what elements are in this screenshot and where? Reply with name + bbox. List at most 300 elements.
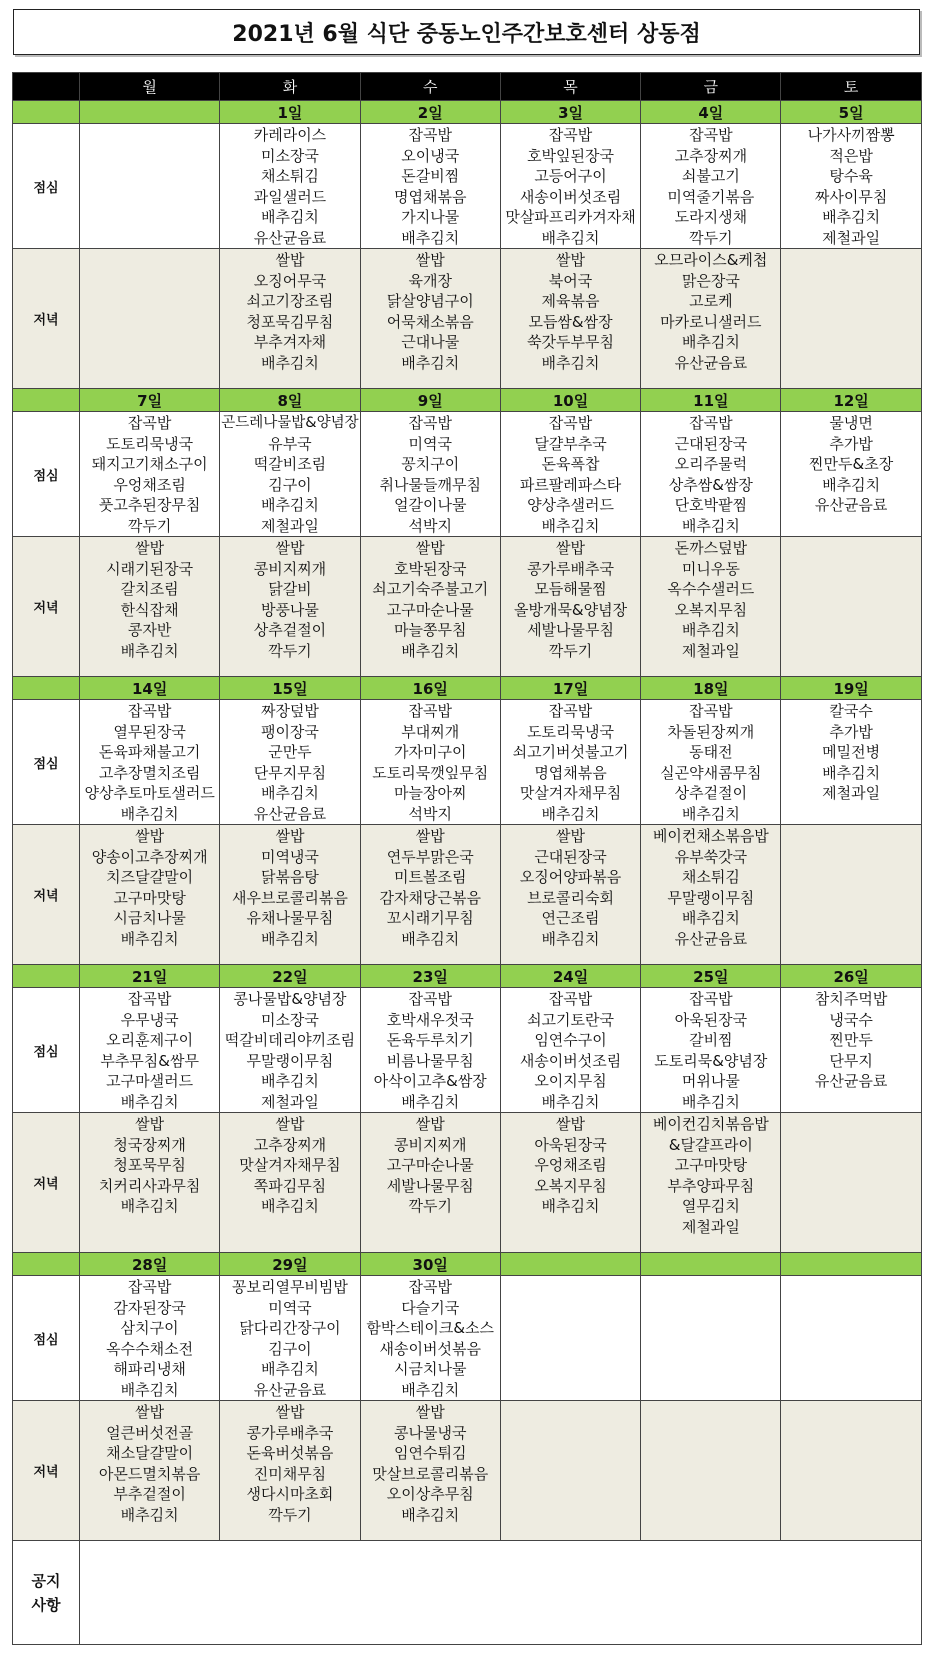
meal-plan-table [12,72,922,1645]
menu-item: 군만두 [268,743,312,761]
menu-item-list [361,825,500,949]
menu-item: 돈육파채불고기 [98,743,201,761]
menu-item-list [220,1276,359,1400]
menu-item-list [361,1113,500,1217]
date-cell-mon: 21일 [80,965,220,988]
menu-item: 쌀밥 [415,827,445,845]
menu-item: 가자미구이 [394,743,467,761]
dinner-row [13,537,922,677]
menu-item: 오복지무침 [534,1176,607,1195]
menu-item: 배추김치 [681,621,740,639]
menu-item: 배추김치 [260,353,319,372]
menu-item: 깍두기 [408,1197,452,1215]
menu-item: 맛살파프리카겨자채 [505,208,636,226]
menu-item: 잡곡밥 [548,702,593,720]
dinner-menu-cell-wed [360,1401,500,1541]
menu-item: 시래기된장국 [106,559,194,578]
menu-item: 배추김치 [120,1505,179,1524]
menu-item: 청포묵무침 [113,1156,186,1174]
dinner-menu-cell-thu [500,1401,640,1541]
menu-item: 유산균음료 [253,228,327,247]
menu-item: 쌀밥 [275,1403,305,1421]
menu-item-list [220,1401,359,1525]
date-cell-wed: 30일 [360,1253,500,1276]
lunch-menu-cell-mon [80,988,220,1113]
menu-item-list [361,412,500,536]
menu-item: 배추김치 [260,1197,319,1215]
menu-item-list [641,124,780,248]
menu-item: 돼지고기채소구이 [91,455,208,473]
menu-item: 브로콜리숙회 [527,888,615,907]
menu-item-list [361,1401,500,1525]
dinner-row [13,1113,922,1253]
menu-item: 마카로니샐러드 [660,312,762,331]
menu-item: 우엉채조림 [113,475,186,494]
menu-item: 잡곡밥 [127,414,172,432]
menu-item: 배추김치 [541,1092,600,1111]
lunch-menu-cell-sat [781,412,921,537]
menu-item: 깍두기 [268,1505,312,1524]
menu-item: 미니우동 [681,559,740,578]
menu-item: 석박지 [408,516,452,535]
menu-item: 깍두기 [689,228,733,247]
lunch-menu-cell-fri [641,412,781,537]
menu-item: 옥수수샐러드 [667,580,755,598]
menu-item: 유산균음료 [674,929,748,948]
menu-item: 추가밥 [829,434,873,453]
menu-item: 배추김치 [681,804,740,823]
menu-item: 도라지생채 [674,208,748,226]
menu-item: 무말랭이무침 [246,1051,334,1070]
date-row-spacer [13,389,80,412]
menu-item: 얼큰버섯전골 [106,1423,194,1442]
menu-item: 베이컨채소볶음밥 [652,827,769,845]
menu-item: 배추김치 [541,516,600,535]
lunch-menu-cell-wed [360,412,500,537]
lunch-menu-cell-tue [220,124,360,249]
menu-item: 잡곡밥 [408,702,452,720]
menu-item-list [361,249,500,373]
menu-item: 근대나물 [401,333,460,351]
menu-item: 잡곡밥 [127,702,172,720]
menu-item: 제육볶음 [541,292,600,310]
menu-item: 콩가루배추국 [527,559,615,578]
menu-item: 카레라이스 [253,126,327,144]
dinner-label: 저녁 [13,1401,80,1541]
menu-item: 유채나물무침 [246,909,334,927]
lunch-menu-cell-wed [360,988,500,1113]
menu-item: 제철과일 [260,1092,319,1111]
menu-item: 아몬드멸치볶음 [98,1464,201,1483]
menu-item: 배추김치 [260,1072,319,1090]
dinner-row [13,825,922,965]
dinner-menu-cell-wed [360,825,500,965]
dinner-menu-cell-tue [220,1401,360,1541]
menu-item: 쌀밥 [415,1115,445,1133]
dinner-menu-cell-mon [80,537,220,677]
notice-content [80,1541,922,1645]
lunch-menu-cell-fri [641,988,781,1113]
dinner-label: 저녁 [13,1113,80,1253]
menu-item: 배추김치 [822,763,881,782]
menu-item-list [781,700,920,804]
menu-item: 동태전 [689,743,733,761]
menu-item-list [781,1113,920,1114]
menu-item: 닭갈비 [268,580,312,598]
menu-item: 베이컨김치볶음밥 [652,1115,769,1133]
weekday-sat: 토 [781,73,921,101]
menu-item-list [220,700,359,824]
lunch-menu-cell-sat [781,124,921,249]
date-cell-tue: 8일 [220,389,360,412]
menu-item: 유부쑥갓국 [674,847,748,866]
menu-item: 꽁보리열무비빔밥 [231,1278,348,1296]
menu-item-list [80,988,219,1112]
menu-item: 근대된장국 [674,434,748,453]
date-row-spacer [13,101,80,124]
lunch-menu-cell-tue [220,1276,360,1401]
lunch-menu-cell-mon [80,700,220,825]
menu-item: 감자채당근볶음 [379,888,481,907]
dinner-menu-cell-tue [220,537,360,677]
menu-item: 쌀밥 [275,827,305,845]
date-cell-fri: 18일 [641,677,781,700]
menu-item: 쌀밥 [415,539,445,557]
menu-item-list [501,988,640,1112]
lunch-menu-cell-fri [641,124,781,249]
menu-item: 메밀전병 [822,743,881,761]
menu-item: 시금치나물 [113,909,186,927]
menu-item-list [80,1276,219,1400]
menu-item: 떡갈비조림 [253,455,327,473]
menu-item: 도토리묵&양념장 [654,1051,768,1070]
menu-item: 상추쌈&쌈장 [668,475,753,494]
date-cell-fri: 11일 [641,389,781,412]
menu-item: 얼갈이나물 [394,496,467,514]
date-row [13,389,922,412]
menu-item: 배추김치 [681,333,740,351]
menu-item: 비름나물무침 [386,1051,474,1070]
menu-item: 해파리냉채 [113,1360,186,1378]
date-row-spacer [13,677,80,700]
lunch-menu-cell-fri [641,1276,781,1401]
menu-item-list [641,1401,780,1402]
menu-item: 고추장찌개 [253,1135,327,1154]
menu-item: 쌀밥 [135,1403,165,1421]
menu-item: 잡곡밥 [127,1278,172,1296]
menu-item: 오므라이스&케첩 [654,251,768,269]
menu-item-list [361,537,500,661]
menu-item: 차돌된장찌개 [667,722,755,741]
menu-item: 맛살브로콜리볶음 [372,1464,489,1483]
menu-item: 잡곡밥 [408,126,452,144]
menu-item: 쇠불고기 [681,167,740,185]
menu-item: 깍두기 [268,641,312,660]
menu-item-list [80,700,219,824]
menu-item: 우무냉국 [120,1010,179,1029]
menu-item: 육개장 [408,271,452,290]
menu-item: 배추김치 [260,496,319,514]
menu-item: 새우브로콜리볶음 [231,888,348,907]
menu-item: 유부국 [268,434,312,453]
menu-item: 고추장멸치조림 [98,763,201,782]
lunch-menu-cell-mon [80,124,220,249]
menu-item: 실곤약새콤무침 [660,763,762,782]
menu-item-list [781,1276,920,1277]
menu-item: 모듬해물찜 [534,580,607,598]
date-cell-mon [80,101,220,124]
menu-item: 명엽채볶음 [534,763,607,782]
menu-item: 배추김치 [260,1360,319,1378]
menu-item: 배추김치 [120,1092,179,1111]
menu-item: 쌀밥 [556,827,586,845]
dinner-menu-cell-sat [781,825,921,965]
menu-item: 깍두기 [548,641,593,660]
menu-item: 연근조림 [541,909,600,927]
menu-item: 상추겉절이 [674,784,748,802]
weekday-thu: 목 [500,73,640,101]
date-cell-sat: 5일 [781,101,921,124]
menu-item-list [501,124,640,248]
menu-item: 채소튀김 [681,868,740,886]
menu-item: 잡곡밥 [548,990,593,1008]
date-cell-sat [781,1253,921,1276]
menu-item: 갈치조림 [120,580,179,598]
menu-item: 배추김치 [120,1197,179,1215]
dinner-menu-cell-fri [641,537,781,677]
date-row [13,965,922,988]
menu-item: 북어국 [548,271,593,290]
menu-item: 어묵채소볶음 [386,312,474,331]
dinner-menu-cell-sat [781,249,921,389]
menu-item: 김구이 [268,1339,312,1358]
dinner-menu-cell-fri [641,1113,781,1253]
menu-item: 부추양파무침 [667,1176,755,1195]
menu-item: 쌀밥 [135,1115,165,1133]
dinner-menu-cell-mon [80,1401,220,1541]
menu-item: 근대된장국 [534,847,607,866]
menu-item-list [361,700,500,824]
dinner-menu-cell-tue [220,1113,360,1253]
menu-item: 진미채무침 [253,1464,327,1483]
menu-item: 쌀밥 [556,539,586,557]
menu-item: 세발나물무침 [527,621,615,639]
lunch-menu-cell-thu [500,700,640,825]
menu-item: 파르팔레파스타 [519,475,622,494]
dinner-menu-cell-mon [80,249,220,389]
menu-item: 단무지 [829,1051,873,1070]
menu-item-list [781,988,920,1092]
menu-item: 고구마맛탕 [113,888,186,907]
menu-item-list [501,249,640,373]
date-cell-wed: 23일 [360,965,500,988]
lunch-row [13,1276,922,1401]
menu-item-list [80,412,219,536]
date-row-spacer [13,1253,80,1276]
menu-item: 도토리묵냉국 [527,722,615,741]
menu-item: 잡곡밥 [548,126,593,144]
dinner-row [13,1401,922,1541]
menu-item: 시금치나물 [394,1360,467,1378]
menu-item: 미역줄기볶음 [667,187,755,206]
lunch-label: 점심 [13,1276,80,1401]
menu-item: 호박된장국 [394,559,467,578]
date-cell-sat: 19일 [781,677,921,700]
date-cell-thu: 24일 [500,965,640,988]
dinner-menu-cell-fri [641,249,781,389]
menu-item: 칼국수 [829,702,873,720]
menu-item-list [781,537,920,538]
menu-item: 상추겉절이 [253,621,327,639]
menu-item: 석박지 [408,804,452,823]
menu-item: 미역국 [408,434,452,453]
menu-item: 닭살양념구이 [386,292,474,310]
menu-item: 우엉채조림 [534,1156,607,1174]
menu-item-list [80,249,219,250]
menu-item: 고구마순나물 [386,1156,474,1174]
menu-item-list [501,700,640,824]
menu-item: 부추겨자채 [253,333,327,351]
dinner-menu-cell-wed [360,249,500,389]
menu-item: 미소장국 [260,1010,319,1029]
lunch-menu-cell-wed [360,124,500,249]
menu-item-list [501,1276,640,1277]
menu-item: 갈비찜 [689,1031,733,1049]
menu-item: 과일샐러드 [253,187,327,206]
lunch-menu-cell-sat [781,700,921,825]
dinner-label: 저녁 [13,825,80,965]
menu-item: 쪽파김무침 [253,1176,327,1195]
menu-item: 잡곡밥 [127,990,172,1008]
menu-item: 미소장국 [260,146,319,165]
menu-item-list [220,249,359,373]
menu-item: 배추김치 [822,208,881,226]
menu-item: 떡갈비데리야끼조림 [224,1031,356,1049]
dinner-menu-cell-thu [500,249,640,389]
dinner-row [13,249,922,389]
menu-item: 채소달걀말이 [106,1444,194,1462]
menu-item: 고구마순나물 [386,600,474,619]
menu-item: 명엽채볶음 [394,187,467,206]
lunch-menu-cell-thu [500,1276,640,1401]
menu-item: 풋고추된장무침 [98,496,201,514]
menu-item: 부추겉절이 [113,1485,186,1503]
dinner-label: 저녁 [13,537,80,677]
menu-item-list [220,1113,359,1217]
menu-item: 쇠고기버섯불고기 [512,743,629,761]
menu-item: 짜장덮밥 [260,702,319,720]
menu-item: 배추김치 [401,641,460,660]
menu-item: 배추김치 [120,641,179,660]
menu-item-list [80,537,219,661]
menu-item: 오리훈제구이 [106,1031,194,1049]
menu-item: 호박잎된장국 [527,146,615,165]
lunch-menu-cell-mon [80,1276,220,1401]
menu-item: 열무김치 [681,1197,740,1215]
date-cell-wed: 9일 [360,389,500,412]
menu-item: 단무지무침 [253,763,327,782]
menu-item: 돈육폭찹 [541,455,600,473]
menu-item: 탕수육 [829,167,873,185]
dinner-menu-cell-wed [360,1113,500,1253]
menu-item: 제철과일 [822,784,881,802]
menu-item: 쇠고기장조림 [246,292,334,310]
menu-item: 유산균음료 [253,804,327,823]
menu-item: 물냉면 [829,414,873,432]
menu-item: 배추김치 [401,1380,460,1399]
menu-item-list [641,1276,780,1277]
menu-item: 적은밥 [829,146,873,165]
menu-item: 유산균음료 [253,1380,327,1399]
date-cell-wed: 2일 [360,101,500,124]
menu-item: 잡곡밥 [689,990,733,1008]
menu-item: 쌀밥 [275,539,305,557]
menu-item: 콩자반 [127,621,172,639]
date-cell-thu: 10일 [500,389,640,412]
dinner-menu-cell-thu [500,537,640,677]
menu-item: 제철과일 [681,641,740,660]
menu-item: 찐만두&초장 [809,455,894,473]
date-cell-wed: 16일 [360,677,500,700]
lunch-row [13,988,922,1113]
menu-item: 곤드레나물밥&양념장 [221,415,359,431]
menu-item-list [781,249,920,250]
menu-item: 아욱된장국 [674,1010,748,1029]
menu-item: 새송이버섯볶음 [379,1339,481,1358]
lunch-menu-cell-sat [781,1276,921,1401]
menu-item: 콩가루배추국 [246,1423,334,1442]
menu-item: 배추김치 [822,475,881,494]
menu-item-list [80,825,219,949]
menu-item: 오리주물럭 [674,455,748,473]
menu-item: 돈갈비찜 [401,167,460,185]
menu-item: 방풍나물 [260,600,319,619]
menu-item: 한식잡채 [120,600,179,619]
date-cell-thu [500,1253,640,1276]
menu-item: 쌀밥 [415,1403,445,1421]
menu-item: 배추김치 [401,1092,460,1111]
menu-item: 쌀밥 [556,1115,586,1133]
menu-item: 쑥갓두부무침 [527,333,615,351]
lunch-row [13,412,922,537]
menu-item-list [641,412,780,536]
menu-item: 오이지무침 [534,1072,607,1090]
notice-row [13,1541,922,1645]
menu-item: 쌀밥 [415,251,445,269]
menu-item: 양송이고추장찌개 [91,847,208,866]
menu-item: 오복지무침 [674,600,748,619]
dinner-menu-cell-tue [220,825,360,965]
lunch-menu-cell-wed [360,1276,500,1401]
menu-item: 도토리묵깻잎무침 [372,763,489,782]
menu-item: 삼치구이 [120,1319,179,1337]
menu-item: 함박스테이크&소스 [366,1319,495,1337]
date-cell-tue: 22일 [220,965,360,988]
menu-item: 유산균음료 [674,353,748,372]
menu-item: 유산균음료 [814,496,888,514]
lunch-menu-cell-thu [500,988,640,1113]
menu-item: 부추무침&쌈무 [100,1051,199,1070]
menu-item: 잡곡밥 [408,1278,452,1296]
dinner-menu-cell-sat [781,1113,921,1253]
menu-item: 쌀밥 [275,1115,305,1133]
lunch-menu-cell-tue [220,988,360,1113]
date-cell-fri: 25일 [641,965,781,988]
menu-item: 유산균음료 [814,1072,888,1090]
menu-item: 배추김치 [401,228,460,247]
date-row [13,1253,922,1276]
lunch-menu-cell-tue [220,700,360,825]
